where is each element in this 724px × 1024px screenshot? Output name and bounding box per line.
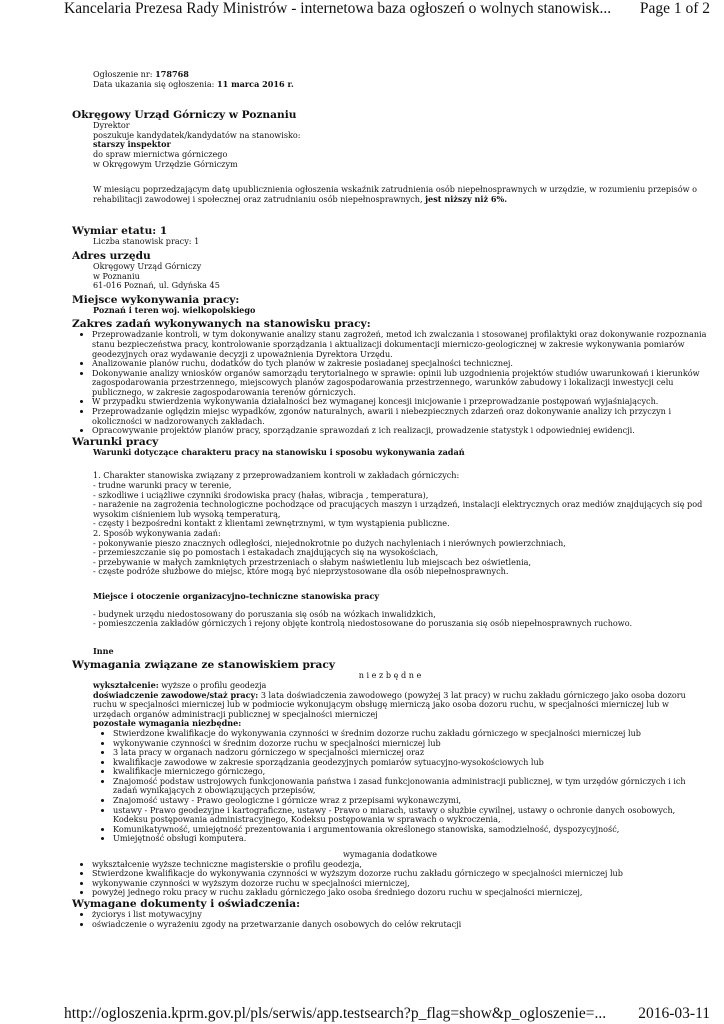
office-name: Okręgowy Urząd Górniczy w Poznaniu bbox=[72, 109, 297, 122]
list-item: • życiorys i list motywacyjny bbox=[92, 910, 708, 920]
list-item: • Opracowywanie projektów planów pracy, sporządzanie sprawozdań z ich realizacji, prowadzenie statystyk i odpowiedniej ewidencji. bbox=[92, 426, 708, 436]
page-url: http://ogloszenia.kprm.gov.pl/pls/serwis/app.testsearch?p_flag=show&p_ogloszenie=... bbox=[64, 1005, 607, 1022]
list-item: • Analizowanie planów ruchu, dodatków do tych planów w zakresie posiadanej specjalności technicznej. bbox=[92, 359, 708, 369]
list-item: • kwalifikacje mierniczego górniczego, bbox=[113, 767, 708, 777]
list-item: • kwalifikacje zawodowe w zakresie sporządzania geodezyjnych pomiarów sytuacyjno-wysokościowych lub bbox=[113, 758, 708, 768]
miejsce-heading: Miejsce wykonywania pracy: bbox=[72, 293, 240, 306]
list-item: • W przypadku stwierdzenia wykonywania działalności bez wymaganej koncesji inicjowanie i przeprowadzanie postępowań wyjaśniających. bbox=[92, 397, 708, 407]
dodatkowe-label: wymagania dodatkowe bbox=[342, 849, 437, 860]
list-item: • Stwierdzone kwalifikacje do wykonywania czynności w średnim dozorze ruchu zakładu górniczego w specjalności mierniczej lub bbox=[113, 729, 708, 739]
list-item: • wykształcenie wyższe techniczne magisterskie o profilu geodezja, bbox=[92, 860, 708, 870]
list-item: • Znajomość ustawy - Prawo geologiczne i górnicze wraz z przepisami wykonawczymi, bbox=[113, 796, 708, 806]
print-footer bbox=[0, 1005, 724, 1023]
position-title: starszy inspektor bbox=[93, 139, 171, 150]
miejsce-otoczenie-text: - budynek urzędu niedostosowany do poruszania się osób na wózkach inwalidzkich, - pomieszczenia zakładów górniczych i rejony objęte kontrolą niedostosowane do poruszania się osób niepełnosprawnych ruchowo. bbox=[93, 608, 633, 629]
announcement-meta: Ogłoszenie nr: 178768 Data ukazania się ogłoszenia: 11 marca 2016 r. bbox=[93, 69, 294, 89]
zakres-list bbox=[72, 330, 708, 436]
dokumenty-heading: Wymagane dokumenty i oświadczenia: bbox=[72, 898, 301, 910]
etat-count: Liczba stanowisk pracy: 1 bbox=[93, 236, 200, 247]
list-item: • 3 lata pracy w organach nadzoru górniczego w specjalności mierniczej oraz bbox=[113, 748, 708, 758]
list-item: • powyżej jednego roku pracy w ruchu zakładu górniczego jako osoba średniego dozoru ruchu w specjalności mierniczej, bbox=[92, 888, 708, 898]
wymagania-niezbedne: wykształcenie: wyższe o profilu geodezja doświadczenie zawodowe/staż pracy: 3 lata doświadczenia zawodowego (powyżej 3 lat pracy) w ruchu zakładu górniczego jako osoba dozoru ruchu w specjalności mierniczej lub w podmiocie wykonującym obsługę mierniczą jako osoba dozoru ruchu, w specjalności mierniczej lub w urzędach organów administracji publicznej w specjalności mierniczej pozostałe wymagania niezbędne: • Stwierdzone kwalifikacje do wykonywania czynności w średnim dozorze ruchu zakładu górniczego w specjalności mierniczej lub • wykonywanie czynności w średnim dozorze ruchu w specjalności mierniczej lub • 3 lata pracy w organach nadzoru górniczego w specjalności mierniczej oraz • kwalifikacje zawodowe w zakresie sporządzania geodezyjnych pomiarów sytuacyjno-wysokościowych lub • kwalifikacje mierniczego górniczego, • Znajomość podstaw ustrojowych funkcjonowania państwa i zasad funkcjonowania administracji publicznej, w tym urzędów górniczych i ich zadań wynikających z obowiązujących przepisów, • Znajomość ustawy - Prawo geologiczne i górnicze wraz z przepisami wykonawczymi, • ustawy - Prawo geodezyjne i kartograficzne, ustawy - Prawo o miarach, ustawy o służbie cywilnej, ustawy o ochronie danych osobowych, Kodeksu postępowania administracyjnego, Kodeksu postępowania w sprawach o wykroczenia, • Komunikatywność, umiejętność prezentowania i argumentowania określonego stanowiska, samodzielność, dyspozycyjność, • Umiejętność obsługi komputera. bbox=[93, 681, 708, 844]
niezbedne-label: n i e z b ę d n e bbox=[358, 670, 422, 681]
announcement-number: 178768 bbox=[155, 69, 189, 79]
list-item: • Znajomość podstaw ustrojowych funkcjonowania państwa i zasad funkcjonowania administracji publicznej, w tym urzędów górniczych i ich zadań wynikających z obowiązujących przepisów, bbox=[113, 777, 708, 796]
adres-heading: Adres urzędu bbox=[72, 249, 151, 262]
office-info: Dyrektor poszukuje kandydatek/kandydatów na stanowisko: starszy inspektor do spraw miernictwa górniczego w Okręgowym Urzędzie Górniczym bbox=[93, 120, 301, 169]
list-item: • Komunikatywność, umiejętność prezentowania i argumentowania określonego stanowiska, samodzielność, dyspozycyjność, bbox=[113, 825, 708, 835]
disability-notice: W miesiącu poprzedzającym datę upublicznienia ogłoszenia wskaźnik zatrudnienia osób niepełnosprawnych w urzędzie, w rozumieniu przepisów o rehabilitacji zawodowej i społecznej oraz zatrudnianiu osób niepełnosprawnych, jest niższy niż 6%. bbox=[93, 184, 698, 204]
miejsce-otoczenie-heading: Miejsce i otoczenie organizacyjno-techniczne stanowiska pracy bbox=[93, 590, 380, 601]
list-item: • Stwierdzone kwalifikacje do wykonywania czynności w wyższym dozorze ruchu zakładu górniczego w specjalności mierniczej lub bbox=[92, 869, 708, 879]
warunki-subtitle: Warunki dotyczące charakteru pracy na stanowisku i sposobu wykonywania zadań bbox=[93, 446, 465, 457]
list-item: • oświadczenie o wyrażeniu zgody na przetwarzanie danych osobowych do celów rekrutacji bbox=[92, 920, 708, 930]
page-number: Page 1 of 2 bbox=[639, 0, 710, 17]
adres-block: Okręgowy Urząd Górniczy w Poznaniu 61-016 Poznań, ul. Gdyńska 45 bbox=[93, 260, 220, 291]
list-item: • wykonywanie czynności w wyższym dozorze ruchu w specjalności mierniczej, bbox=[92, 879, 708, 889]
list-item: • Przeprowadzanie oględzin miejsc wypadków, zgonów naturalnych, awarii i niebezpiecznych zdarzeń oraz dokonywanie analizy ich przyczyn i okoliczności w nadzorowanych zakładach. bbox=[92, 407, 708, 426]
miejsce-value: Poznań i teren woj. wielkopolskiego bbox=[93, 304, 256, 315]
dokumenty-list bbox=[72, 910, 708, 929]
announcement-body bbox=[72, 70, 708, 929]
wymagania-heading: Wymagania związane ze stanowiskiem pracy bbox=[72, 659, 335, 672]
page-header-title: Kancelaria Prezesa Rady Ministrów - internetowa baza ogłoszeń o wolnych stanowisk... bbox=[64, 0, 612, 17]
etat-heading: Wymiar etatu: 1 bbox=[72, 225, 168, 238]
list-item: • Dokonywanie analizy wniosków organów samorządu terytorialnego w sprawie: opinii lub uzgodnienia projektów studiów uwarunkowań i kierunków zagospodarowania przestrzennego, miejscowych planów zagospodarowania przestrzennego, warunków zabudowy i lokalizacji inwestycji celu publicznego, w zakresie zagospodarowania terenów górniczych. bbox=[92, 369, 708, 398]
print-header bbox=[0, 0, 724, 20]
zakres-heading: Zakres zadań wykonywanych na stanowisku pracy: bbox=[72, 318, 371, 331]
list-item: • ustawy - Prawo geodezyjne i kartograficzne, ustawy - Prawo o miarach, ustawy o służbie cywilnej, ustawy o ochronie danych osobowych, Kodeksu postępowania administracyjnego, Kodeksu postępowania w sprawach o wykroczenia, bbox=[113, 806, 708, 825]
print-date: 2016-03-11 bbox=[638, 1005, 710, 1022]
announcement-date: 11 marca 2016 r. bbox=[217, 78, 294, 89]
pozostale-list bbox=[93, 729, 708, 844]
dodatkowe-list bbox=[72, 860, 708, 898]
inne-heading: Inne bbox=[93, 645, 114, 656]
warunki-text: 1. Charakter stanowiska związany z przeprowadzaniem kontroli w zakładach górniczych: - trudne warunki pracy w terenie, - szkodliwe i uciążliwe czynniki środowiska pracy (hałas, wibracja , temperatura), - narażenie na zagrożenia technologiczne pochodzące od pracujących maszyn i urządzeń, instalacji elektrycznych oraz mediów znajdujących się pod wysokim ciśnieniem lub wysoką temperaturą, - częsty i bezpośredni kontakt z klientami zewnętrznymi, w tym wystąpienia publiczne. 2. Sposób wykonywania zadań: - pokonywanie pieszo znacznych odległości, niejednokrotnie po dużych nachyleniach i nierównych powierzchniach, - przemieszczanie się po pomostach i estakadach znajdujących się na wysokościach, - przebywanie w małych zamkniętych przestrzeniach o słabym naświetleniu lub miejscach bez oświetlenia, - częste podróże służbowe do miejsc, które mogą być nieprzystosowane dla osób niepełnosprawnych. bbox=[93, 470, 703, 577]
warunki-heading: Warunki pracy bbox=[72, 435, 159, 448]
list-item: • Przeprowadzanie kontroli, w tym dokonywanie analizy stanu zagrożeń, metod ich zwalczania i stosowanej profilaktyki oraz dokonywanie rozpoznania stanu bezpieczeństwa pracy, kontrolowanie sporządzania i aktualizacji dokumentacji mierniczo-geologicznej w zakresie wykonywania pomiarów geodezyjnych oraz wydawanie decyzji z upoważnienia Dyrektora Urzędu. bbox=[92, 330, 708, 359]
list-item: • Umiejętność obsługi komputera. bbox=[113, 834, 708, 844]
list-item: • wykonywanie czynności w średnim dozorze ruchu w specjalności mierniczej lub bbox=[113, 739, 708, 749]
